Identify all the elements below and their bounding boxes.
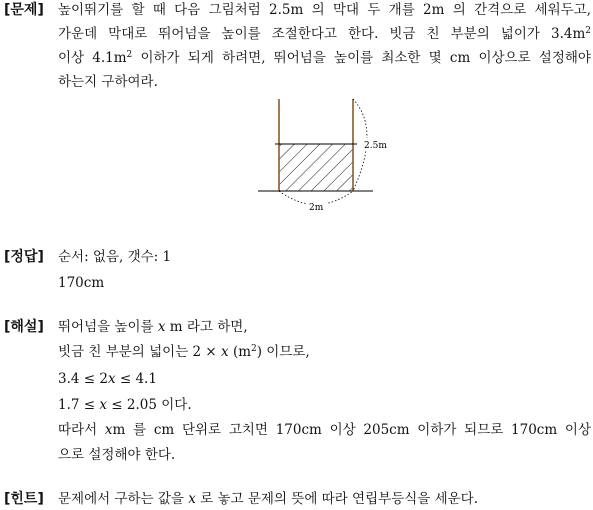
solution-l3a: 3.4 ≤ 2	[58, 371, 108, 387]
solution-l4-var: x	[99, 397, 107, 413]
solution-l2b: (m	[228, 344, 252, 360]
problem-line-1: 높이뛰기를 할 때 다음 그림처럼 2.5m 의 막대 두 개를 2m 의 간격으로 세워두고,	[58, 2, 591, 18]
answer-tag: [정답]	[4, 249, 44, 265]
solution-l5b: m 를 cm 단위로 고치면 170cm 이상 205cm 이하가 되므로 170cm 이상	[112, 422, 591, 438]
hatched-area	[279, 144, 353, 191]
solution-line-4	[58, 395, 192, 415]
hint-var: x	[188, 491, 196, 507]
problem-line-4: 하는지 구하여라.	[58, 74, 158, 90]
width-label: 2m	[309, 203, 324, 213]
solution-tag: [해설]	[4, 319, 44, 335]
solution-l3-var: x	[107, 371, 116, 387]
hint-tag: [힌트]	[4, 491, 44, 507]
solution-l2a: 빗금 친 부분의 넓이는 2 ×	[58, 344, 222, 360]
solution-line-3	[58, 369, 157, 389]
solution-l1b: m 라고 하면,	[165, 319, 248, 335]
hint-lb: 로 놓고 문제의 뜻에 따라 연립부등식을 세운다.	[195, 491, 478, 507]
solution-l1a: 뛰어넘을 높이를	[58, 319, 158, 335]
solution-l2-sup: 2	[251, 344, 257, 354]
solution-line-1	[58, 317, 248, 337]
solution-l4a: 1.7 ≤	[58, 397, 100, 413]
answer-line-2: 170cm	[58, 275, 105, 291]
problem-line-2	[58, 24, 591, 44]
solution-l5-var: x	[104, 422, 113, 438]
solution-l4b: ≤ 2.05 이다.	[107, 397, 192, 413]
solution-l5a: 따라서	[58, 422, 105, 438]
solution-l2c: ) 이므로,	[256, 344, 310, 360]
problem-tag: [문제]	[4, 2, 44, 18]
solution-l3b: ≤ 4.1	[115, 371, 157, 387]
hint-la: 문제에서 구하는 값을	[58, 491, 189, 507]
problem-line-3	[58, 48, 591, 68]
solution-line-2	[58, 342, 310, 362]
problem-sup: 2	[585, 26, 591, 36]
hint-line	[58, 489, 478, 509]
high-jump-figure	[255, 94, 405, 214]
problem-sup-2: 2	[126, 50, 133, 60]
problem-line-3a: 이상 4.1m	[58, 50, 127, 66]
solution-line-6: 으로 설정해야 한다.	[58, 447, 176, 463]
solution-line-5	[58, 420, 591, 440]
solution-l2-var: x	[221, 344, 229, 360]
solution-l1-var: x	[157, 319, 166, 335]
problem-line-3b: 이하가 되게 하려면, 뛰어넘을 높이를 최소한 몇 cm 이상으로 설정해야	[132, 50, 591, 66]
height-label: 2.5m	[364, 141, 387, 151]
answer-line-1: 순서: 없음, 갯수: 1	[58, 249, 172, 265]
problem-line-2-text: 가운데 막대로 뛰어넘을 높이를 조절한다고 한다. 빗금 친 부분의 넓이가 3.4m	[58, 26, 586, 42]
